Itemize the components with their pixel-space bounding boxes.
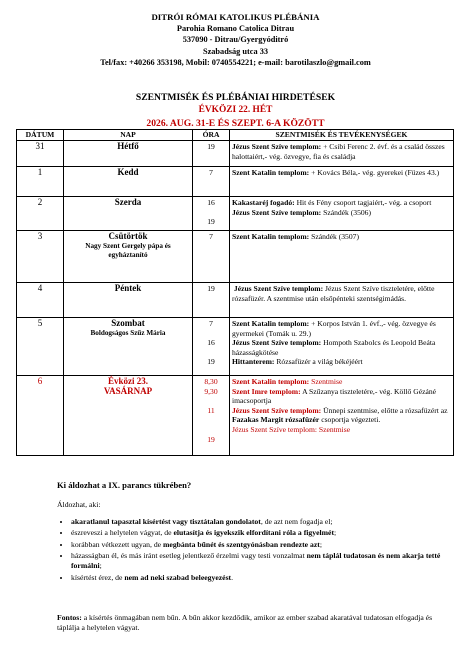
- event-place: Jézus Szent Szíve templom:: [232, 338, 322, 348]
- row-times: [193, 283, 230, 318]
- parish-header: [0, 12, 471, 68]
- event-text: Hompoth Szabolcs és Leopold Beáta házasságkötése: [232, 338, 436, 357]
- event-text: Rózsafüzér a világ békéjéért: [276, 357, 363, 367]
- time-entry: 19: [207, 357, 215, 367]
- event-text: Hit és Fény csoport tagjaiért,- vég. a csoport: [296, 198, 432, 207]
- row-times: [193, 231, 230, 283]
- event-entry: [232, 142, 451, 161]
- event-entry: [232, 198, 451, 208]
- row-date: 5: [17, 318, 64, 376]
- time-entry: 19: [207, 284, 215, 293]
- parish-name-ro: Parohia Romano Catolica Ditrau: [176, 24, 295, 34]
- event-entry: [232, 338, 451, 357]
- row-events: [230, 141, 454, 167]
- event-text: + Csibi Ferenc 2. évf. és a család összes halottaiért,- vég. özvegye, fia és családja: [232, 142, 445, 161]
- row-day: [64, 197, 193, 231]
- list-item: • kísértést érez, de nem ad neki szabad beleegyezést.: [71, 573, 452, 583]
- event-text: Szándék (3507): [311, 232, 359, 241]
- col-header-events: SZENTMISÉK ÉS TEVÉKENYSÉGEK: [230, 130, 454, 141]
- row-times: [193, 318, 230, 376]
- schedule-table: [16, 129, 454, 456]
- time-entry: 19: [207, 434, 215, 444]
- week-title: ÉVKÖZI 22. HÉT: [198, 105, 273, 115]
- event-place: Szent Katalin templom:: [232, 377, 310, 386]
- row-day: [64, 167, 193, 197]
- table-row: [17, 141, 454, 167]
- event-place: Kakastaréj fogadó:: [232, 198, 295, 207]
- parish-name: DITRÓI RÓMAI KATOLIKUS PLÉBÁNIA: [151, 12, 320, 22]
- day-name: Szerda: [114, 197, 142, 207]
- section-question: Ki áldozhat a IX. parancs tükrében?: [57, 480, 192, 490]
- event-place: Hittanterem:: [232, 357, 275, 367]
- day-name: Csütörtök: [108, 231, 148, 241]
- event-entry: [232, 232, 451, 242]
- title-block: [0, 91, 471, 130]
- table-row: [17, 231, 454, 283]
- list-item: • korábban vétkezett ugyan, de megbánta bűnét és szentgyónásban rendezte azt;: [71, 540, 452, 550]
- row-date: 4: [17, 283, 64, 318]
- time-entry: 19: [207, 217, 215, 227]
- condition-list: [57, 517, 452, 583]
- table-row: [17, 376, 454, 456]
- event-entry: [232, 377, 451, 387]
- time-entry: 19: [207, 142, 215, 151]
- event-text: Jézus Szent Szíve tiszteletére, előtte rózsafüzér. A szentmise után elsőpénteki szentségimádás.: [232, 284, 435, 303]
- time-entry: 7: [209, 319, 213, 328]
- time-entry: 11: [207, 405, 215, 415]
- street-line: Szabadság utca 33: [202, 46, 268, 56]
- table-header-row: [17, 130, 454, 141]
- event-text: + Kovács Béla,- vég. gyerekei (Füzes 43.): [311, 168, 440, 177]
- commandment-section: [57, 480, 452, 589]
- row-events: [230, 318, 454, 376]
- event-place: Jézus Szent Szíve templom:: [232, 405, 322, 415]
- row-times: [193, 167, 230, 197]
- event-place: Szent Katalin templom:: [232, 232, 310, 241]
- list-item: • észreveszi a helytelen vágyat, de elutasítja és igyekszik elfordítani róla a figyelmét;: [71, 528, 452, 538]
- row-events: [230, 283, 454, 318]
- row-times: [193, 376, 230, 456]
- table-row: [17, 283, 454, 318]
- day-name: Kedd: [117, 167, 139, 177]
- event-entry: [232, 387, 451, 406]
- event-place: Szent Katalin templom:: [232, 168, 310, 177]
- row-events: [230, 376, 454, 456]
- row-day: [64, 318, 193, 376]
- event-entry: [232, 168, 451, 178]
- col-header-date: DÁTUM: [17, 130, 64, 141]
- event-entry: [232, 284, 451, 303]
- event-text: A Szűzanya tiszteletére,- vég. Köllő Gézáné imacsoportja: [232, 386, 436, 406]
- event-text: Ünnepi szentmise, előtte a rózsafüzért az Fazakas Margit rózsafüzér csoportja végezteti.: [232, 405, 448, 425]
- row-date: 2: [17, 197, 64, 231]
- contact-line: Tel/fax: +40266 353198, Mobil: 0740554221; e-mail: barotilaszlo@gmail.com: [100, 57, 371, 67]
- row-date: 3: [17, 231, 64, 283]
- event-entry: [232, 208, 451, 218]
- event-place: Szent Katalin templom:: [232, 319, 310, 328]
- row-day: [64, 231, 193, 283]
- time-entry: 8,30: [204, 377, 218, 386]
- col-header-time: ÓRA: [193, 130, 230, 141]
- row-date: 6: [17, 376, 64, 456]
- event-place: Szent Imre templom:: [232, 386, 301, 396]
- row-times: [193, 197, 230, 231]
- day-feast: Boldogságos Szűz Mária: [90, 328, 166, 337]
- row-day: [64, 283, 193, 318]
- event-place: Jézus Szent Szíve templom:: [232, 142, 322, 151]
- event-text: + Korpos István 1. évf.,- vég. özvegye és gyermekei (Tomák u. 29.): [232, 319, 436, 338]
- time-entry: 7: [209, 232, 213, 241]
- day-feast: Nagy Szent Gergely pápa és egyháztanító: [85, 241, 171, 260]
- row-day: [64, 141, 193, 167]
- event-text: Jézus Szent Szíve templom: Szentmise: [232, 424, 351, 434]
- time-entry: 16: [207, 198, 215, 207]
- time-entry: 16: [207, 338, 215, 348]
- day-name: Hétfő: [117, 141, 139, 151]
- time-entry: 7: [209, 168, 213, 177]
- row-date: 31: [17, 141, 64, 167]
- important-note: [57, 613, 452, 634]
- section-intro: Áldozhat, aki:: [57, 500, 101, 510]
- day-name: Péntek: [114, 283, 142, 293]
- date-range: 2026. AUG. 31-E ÉS SZEPT. 6-A KÖZÖTT: [146, 118, 325, 129]
- event-place: Jézus Szent Szíve templom:: [232, 207, 322, 217]
- postal-line: 537090 - Ditrau/Gyergyóditró: [182, 35, 289, 45]
- table-row: [17, 318, 454, 376]
- row-times: [193, 141, 230, 167]
- list-item: • akaratlanul tapasztal kísértést vagy tisztátalan gondolatot, de azt nem fogadja el;: [71, 517, 452, 527]
- day-name: Évközi 23. VASÁRNAP: [103, 376, 153, 396]
- note-label: Fontos:: [57, 613, 82, 622]
- list-item: • házasságban él, és más iránt esetleg jelentkező érzelmi vagy testi vonzalmat nem táplál tudatosan és nem akarja tetté formálni;: [71, 551, 452, 572]
- event-text: Szándék (3506): [323, 207, 371, 217]
- event-text: Szentmise: [311, 377, 343, 386]
- note-text: a kísértés önmagában nem bűn. A bűn akkor kezdődik, amikor az ember szabad akaratával tudatosan elfogadja és táplálja a helytelen vágyat.: [57, 613, 433, 633]
- event-entry: [232, 319, 451, 338]
- row-events: [230, 197, 454, 231]
- event-entry: [232, 406, 451, 425]
- day-name: Szombat: [111, 318, 145, 328]
- event-entry: [232, 425, 451, 435]
- table-row: [17, 167, 454, 197]
- row-events: [230, 231, 454, 283]
- row-day: [64, 376, 193, 456]
- event-entry: [232, 357, 451, 367]
- time-entry: 9,30: [204, 386, 218, 396]
- table-row: [17, 197, 454, 231]
- event-place: Jézus Szent Szíve templom:: [233, 284, 324, 293]
- page-title: SZENTMISÉK ÉS PLÉBÁNIAI HIRDETÉSEK: [135, 92, 336, 103]
- row-date: 1: [17, 167, 64, 197]
- row-events: [230, 167, 454, 197]
- col-header-day: NAP: [64, 130, 193, 141]
